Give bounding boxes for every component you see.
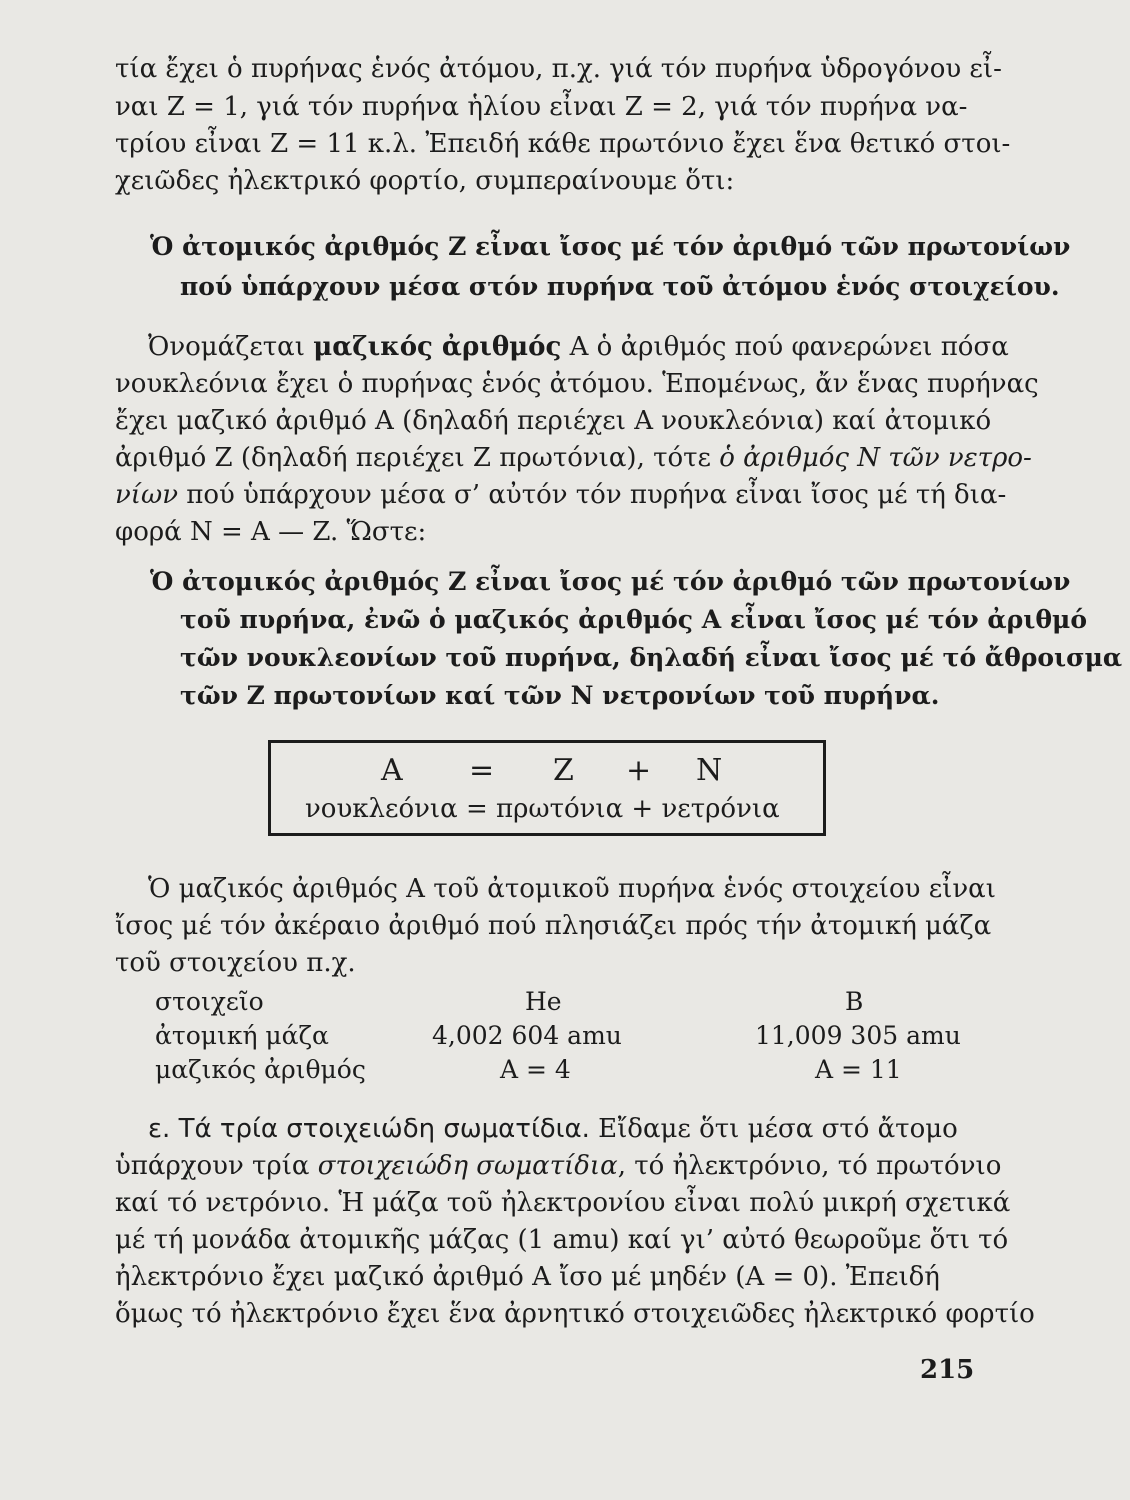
equation-n: N [696, 753, 723, 788]
table-cell: 4,002 604 amu [432, 1021, 622, 1050]
section-line-6: ὅμως τό ἠλεκτρόνιο ἔχει ἕνα ἀρνητικό στοιχειῶδες ἠλεκτρικό φορτίο [115, 1299, 1035, 1329]
section-text: ὑπάρχουν τρία [115, 1151, 318, 1181]
para1-line-1: τία ἔχει ὁ πυρήνας ἑνός ἀτόμου, π.χ. γιά τόν πυρήνα ὑδρογόνου εἶ- [115, 54, 1002, 84]
law2-line-3: τῶν νουκλεονίων τοῦ πυρήνα, δηλαδή εἶναι ἴσος μέ τό ἄθροισμα [180, 643, 1123, 672]
table-cell: He [525, 987, 562, 1016]
para2-text: Ὀνομάζεται [148, 332, 314, 362]
para3-line-2: ἴσος μέ τόν ἀκέραιο ἀριθμό πού πλησιάζει πρός τήν ἀτομική μάζα [115, 911, 992, 941]
law2-line-4: τῶν Z πρωτονίων καί τῶν N νετρονίων τοῦ πυρήνα. [180, 681, 940, 710]
para2-text: A ὁ ἀριθμός πού φανερώνει πόσα [561, 332, 1009, 362]
para3-line-3: τοῦ στοιχείου π.χ. [115, 948, 356, 978]
equation-box [268, 740, 826, 836]
section-line-1 [148, 1112, 958, 1146]
section-text: Εἴδαμε ὅτι μέσα στό ἄτομο [589, 1114, 958, 1144]
para2-line-3: ἔχει μαζικό ἀριθμό A (δηλαδή περιέχει A νουκλεόνια) καί ἀτομικό [115, 406, 992, 436]
section-line-2 [115, 1149, 1001, 1183]
page-number: 215 [920, 1355, 975, 1385]
para2-line-1 [148, 330, 1009, 364]
para2-text: πού ὑπάρχουν μέσα σ’ αὐτόν τόν πυρήνα εἶναι ἴσος μέ τή δια- [178, 480, 1007, 510]
para1-line-3: τρίου εἶναι Z = 11 κ.λ. Ἐπειδή κάθε πρωτόνιο ἔχει ἕνα θετικό στοι- [115, 129, 1011, 159]
section-line-3: καί τό νετρόνιο. Ἡ μάζα τοῦ ἠλεκτρονίου εἶναι πολύ μικρή σχετικά [115, 1188, 1011, 1218]
law1-line-2: πού ὑπάρχουν μέσα στόν πυρήνα τοῦ ἀτόμου ἑνός στοιχείου. [180, 272, 1060, 301]
para1-line-4: χειῶδες ἠλεκτρικό φορτίο, συμπεραίνουμε ὅτι: [115, 166, 735, 196]
term-elementary-particles: στοιχειώδη σωματίδια [317, 1151, 618, 1181]
section-text: , τό ἠλεκτρόνιο, τό πρωτόνιο [617, 1151, 1002, 1181]
table-cell: B [845, 987, 864, 1016]
term-neutron-number: νίων [115, 480, 179, 510]
law1-line-1: Ὁ ἀτομικός ἀριθμός Z εἶναι ἴσος μέ τόν ἀριθμό τῶν πρωτονίων [150, 232, 1071, 261]
equation-equals: = [469, 753, 495, 788]
equation-z: Z [553, 753, 574, 788]
term-mass-number: μαζικός ἀριθμός [313, 332, 562, 362]
para2-line-6: φορά N = A — Z. Ὥστε: [115, 517, 427, 547]
para3-line-1: Ὁ μαζικός ἀριθμός A τοῦ ἀτομικοῦ πυρήνα ἑνός στοιχείου εἶναι [148, 874, 996, 904]
section-line-4: μέ τή μονάδα ἀτομικῆς μάζας (1 amu) καί γι’ αὐτό θεωροῦμε ὅτι τό [115, 1225, 1009, 1255]
section-heading: ε. Τά τρία στοιχειώδη σωματίδια. [148, 1114, 590, 1144]
para2-text: ἀριθμό Z (δηλαδή περιέχει Z πρωτόνια), τότε [115, 443, 720, 473]
table-cell: A = 4 [500, 1055, 571, 1084]
para2-line-4 [115, 441, 1032, 475]
table-row-label: μαζικός ἀριθμός [155, 1055, 366, 1084]
equation-words: νουκλεόνια = πρωτόνια + νετρόνια [305, 794, 780, 824]
table-cell: A = 11 [815, 1055, 902, 1084]
table-cell: 11,009 305 amu [755, 1021, 961, 1050]
law2-line-2: τοῦ πυρήνα, ἐνῶ ὁ μαζικός ἀριθμός A εἶναι ἴσος μέ τόν ἀριθμό [180, 605, 1087, 634]
table-row-label: ἀτομική μάζα [155, 1021, 329, 1050]
para1-line-2: ναι Z = 1, γιά τόν πυρήνα ἡλίου εἶναι Z = 2, γιά τόν πυρήνα να- [115, 92, 968, 122]
para2-line-5 [115, 478, 1006, 512]
table-row-label: στοιχεῖο [155, 987, 264, 1016]
equation-plus: + [626, 753, 652, 788]
section-line-5: ἠλεκτρόνιο ἔχει μαζικό ἀριθμό A ἴσο μέ μηδέν (A = 0). Ἐπειδή [115, 1262, 940, 1292]
law2-line-1: Ὁ ἀτομικός ἀριθμός Z εἶναι ἴσος μέ τόν ἀριθμό τῶν πρωτονίων [150, 567, 1071, 596]
equation-a: A [381, 753, 403, 788]
para2-line-2: νουκλεόνια ἔχει ὁ πυρήνας ἑνός ἀτόμου. Ἑπομένως, ἄν ἕνας πυρήνας [115, 369, 1039, 399]
term-neutron-number: ὁ ἀριθμός N τῶν νετρο- [719, 443, 1032, 473]
